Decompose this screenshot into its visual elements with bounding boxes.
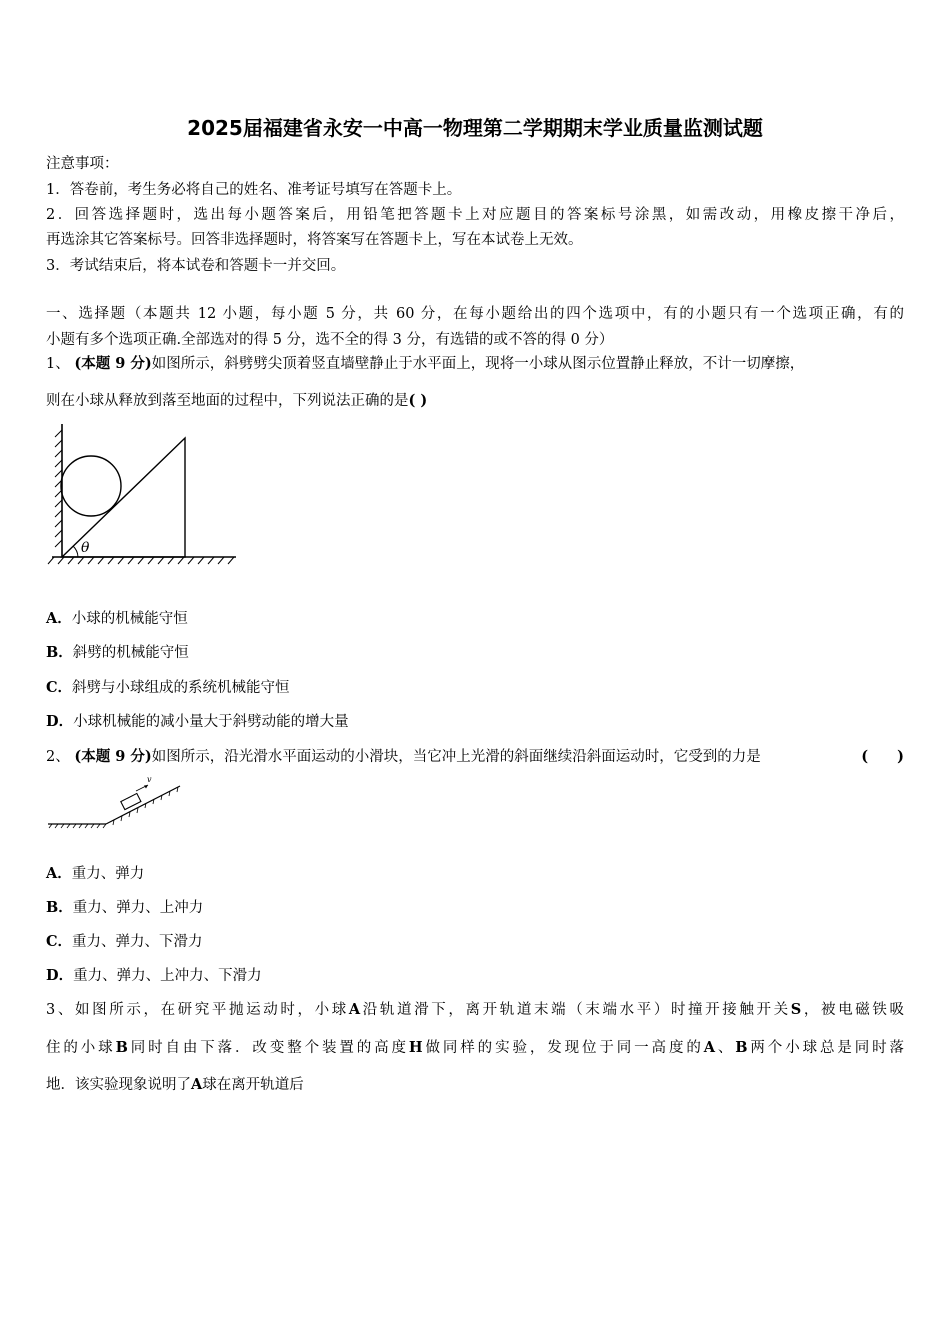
section-heading: 一、选择题（本题共 12 小题，每小题 5 分，共 60 分，在每小题给出的四个选项中，有的小题只有一个选项正确，有的 [46, 306, 904, 322]
question-2-line-1 [46, 745, 904, 766]
q2-option-c: C．重力、弹力、下滑力 [46, 933, 203, 950]
question-1-number: 1、 [46, 356, 70, 372]
section-heading-cont: 小题有多个选项正确.全部选对的得 5 分，选不全的得 3 分，有选错的或不答的得 0 分） [46, 332, 614, 348]
ball [61, 456, 121, 516]
notice-item-1: 1．答卷前，考生务必将自己的姓名、准考证号填写在答题卡上。 [46, 182, 462, 198]
question-1-score: (本题 9 分) [74, 355, 152, 372]
notice-item-2-cont: 再选涂其它答案标号。回答非选择题时，将答案写在答题卡上，写在本试卷上无效。 [46, 232, 583, 248]
question-3-line-3: 地．该实验现象说明了A球在离开轨道后 [46, 1076, 304, 1093]
question-2-text: 如图所示，沿光滑水平面运动的小滑块，当它冲上光滑的斜面继续沿斜面运动时，它受到的力是 [151, 749, 761, 765]
question-2-number: 2、 [46, 749, 70, 765]
question-2-paren: ( ) [861, 748, 904, 765]
question-2-score: (本题 9 分) [74, 748, 152, 765]
question-1-line-1 [46, 352, 804, 373]
notice-item-2: 2．回答选择题时，选出每小题答案后，用铅笔把答题卡上对应题目的答案标号涂黑，如需改动，用橡皮擦干净后， [46, 207, 904, 223]
q1-option-b: B．斜劈的机械能守恒 [46, 644, 189, 661]
angle-label: θ [81, 540, 90, 556]
wedge-ball-figure [44, 420, 244, 570]
velocity-label: v [147, 775, 152, 784]
question-3-line-2: 住的小球B同时自由下落．改变整个装置的高度H做同样的实验，发现位于同一高度的A、B两个小球总是同时落 [46, 1039, 905, 1056]
q2-option-b: B．重力、弹力、上冲力 [46, 899, 204, 916]
q2-option-a: A．重力、弹力 [46, 865, 145, 882]
q1-option-a: A．小球的机械能守恒 [46, 610, 188, 627]
question-1-text-1: 如图所示，斜劈劈尖顶着竖直墙壁静止于水平面上，现将一小球从图示位置静止释放，不计一切摩擦， [151, 356, 805, 372]
q2-option-d: D．重力、弹力、上冲力、下滑力 [46, 967, 262, 984]
incline-block-figure [44, 772, 186, 832]
question-1-line-2 [46, 389, 427, 410]
q1-option-c: C．斜劈与小球组成的系统机械能守恒 [46, 679, 290, 696]
notice-heading: 注意事项： [46, 156, 119, 172]
notice-item-3: 3．考试结束后，将本试卷和答题卡一并交回。 [46, 258, 346, 274]
page-title: 2025届福建省永安一中高一物理第二学期期末学业质量监测试题 [187, 116, 763, 140]
question-1-paren: ( ) [408, 392, 428, 409]
question-3-line-1: 3、如图所示，在研究平抛运动时，小球A沿轨道滑下，离开轨道末端（末端水平）时撞开接触开关S，被电磁铁吸 [46, 1001, 905, 1018]
q1-option-d: D．小球机械能的减小量大于斜劈动能的增大量 [46, 713, 349, 730]
question-1-text-2: 则在小球从释放到落至地面的过程中，下列说法正确的是 [46, 393, 409, 409]
